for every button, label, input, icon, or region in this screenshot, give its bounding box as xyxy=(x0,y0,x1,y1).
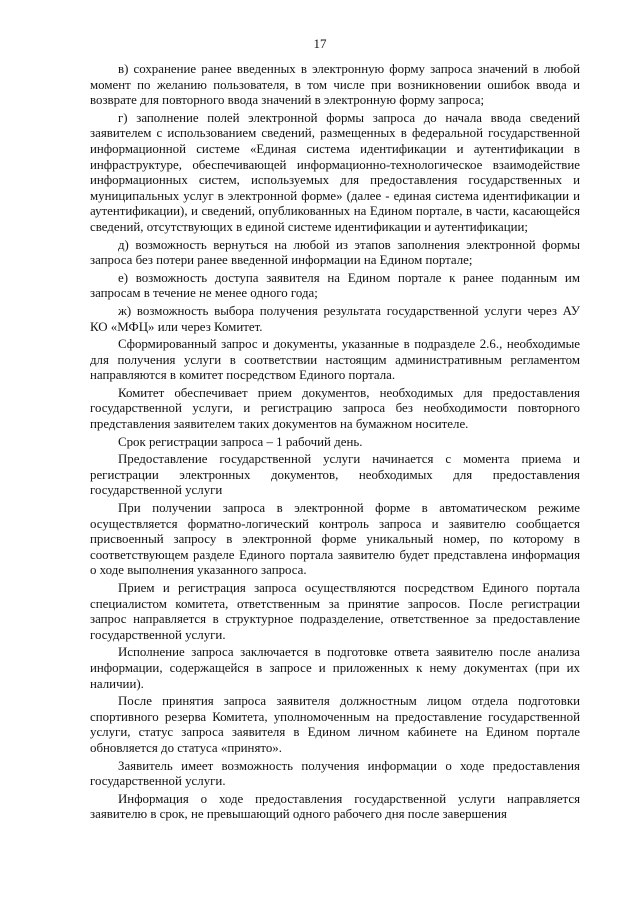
paragraph-g: г) заполнение полей электронной формы запроса до начала ввода сведений заявителем с использованием сведений, размещенных в федеральной государственной информационной системе «Единая система идентификации и аутентификации в инфраструктуре, обеспечивающей информационно-технологическое взаимодействие информационных систем, используемых для предоставления государственных и муниципальных услуг в электронной форме» (далее - единая система идентификации и аутентификации), и сведений, опубликованных на Едином портале, в части, касающейся сведений, отсутствующих в единой системе идентификации и аутентификации; xyxy=(90,110,580,234)
paragraph-status-update: После принятия запроса заявителя должностным лицом отдела подготовки спортивного резерва Комитета, уполномоченным на предоставление государственной услуги, статус запроса заявителя в Едином личном кабинете на Едином портале обновляется до статуса «принято». xyxy=(90,694,580,755)
paragraph-zh: ж) возможность выбора получения результата государственной услуги через АУ КО «МФЦ» или через Комитет. xyxy=(90,303,580,334)
paragraph-applicant-info: Заявитель имеет возможность получения информации о ходе предоставления государственной услуги. xyxy=(90,758,580,789)
paragraph-progress-info: Информация о ходе предоставления государственной услуги направляется заявителю в срок, не превышающий одного рабочего дня после завершения xyxy=(90,791,580,822)
paragraph-service-start: Предоставление государственной услуги начинается с момента приема и регистрации электронных документов, необходимых для предоставления государственной услуги xyxy=(90,452,580,498)
paragraph-automatic-control: При получении запроса в электронной форме в автоматическом режиме осуществляется форматно-логический контроль запроса и заявителю сообщается присвоенный запросу в электронной форме уникальный номер, по которому в соответствующем разделе Единого портала заявителю будет представлена информация о ходе выполнения указанного запроса. xyxy=(90,501,580,578)
paragraph-formed-request: Сформированный запрос и документы, указанные в подразделе 2.6., необходимые для получения услуги в соответствии настоящим административным регламентом направляются в комитет посредством Единого портала. xyxy=(90,337,580,383)
paragraph-reception-registration: Прием и регистрация запроса осуществляются посредством Единого портала специалистом комитета, ответственным за принятие запросов. После регистрации запрос направляется в структурное подразделение, ответственное за предоставление государственной услуги. xyxy=(90,581,580,642)
page-number: 17 xyxy=(313,36,327,51)
paragraph-v: в) сохранение ранее введенных в электронную форму запроса значений в любой момент по желанию пользователя, в том числе при возникновении ошибок ввода и возврате для повторного ввода значений в электронную форму запроса; xyxy=(90,62,580,108)
paragraph-d: д) возможность вернуться на любой из этапов заполнения электронной формы запроса без потери ранее введенной информации на Едином портале; xyxy=(90,237,580,268)
document-body xyxy=(90,62,580,825)
paragraph-registration-term: Срок регистрации запроса – 1 рабочий день. xyxy=(118,434,363,449)
paragraph-committee-reception: Комитет обеспечивает прием документов, необходимых для предоставления государственной услуги, и регистрацию запроса без необходимости повторного представления заявителем таких документов на бумажном носителе. xyxy=(90,385,580,432)
paragraph-e: е) возможность доступа заявителя на Едином портале к ранее поданным им запросам в течение не менее одного года; xyxy=(90,270,580,301)
paragraph-execution: Исполнение запроса заключается в подготовке ответа заявителю после анализа информации, содержащейся в запросе и приложенных к нему документах (при их наличии). xyxy=(90,645,580,691)
